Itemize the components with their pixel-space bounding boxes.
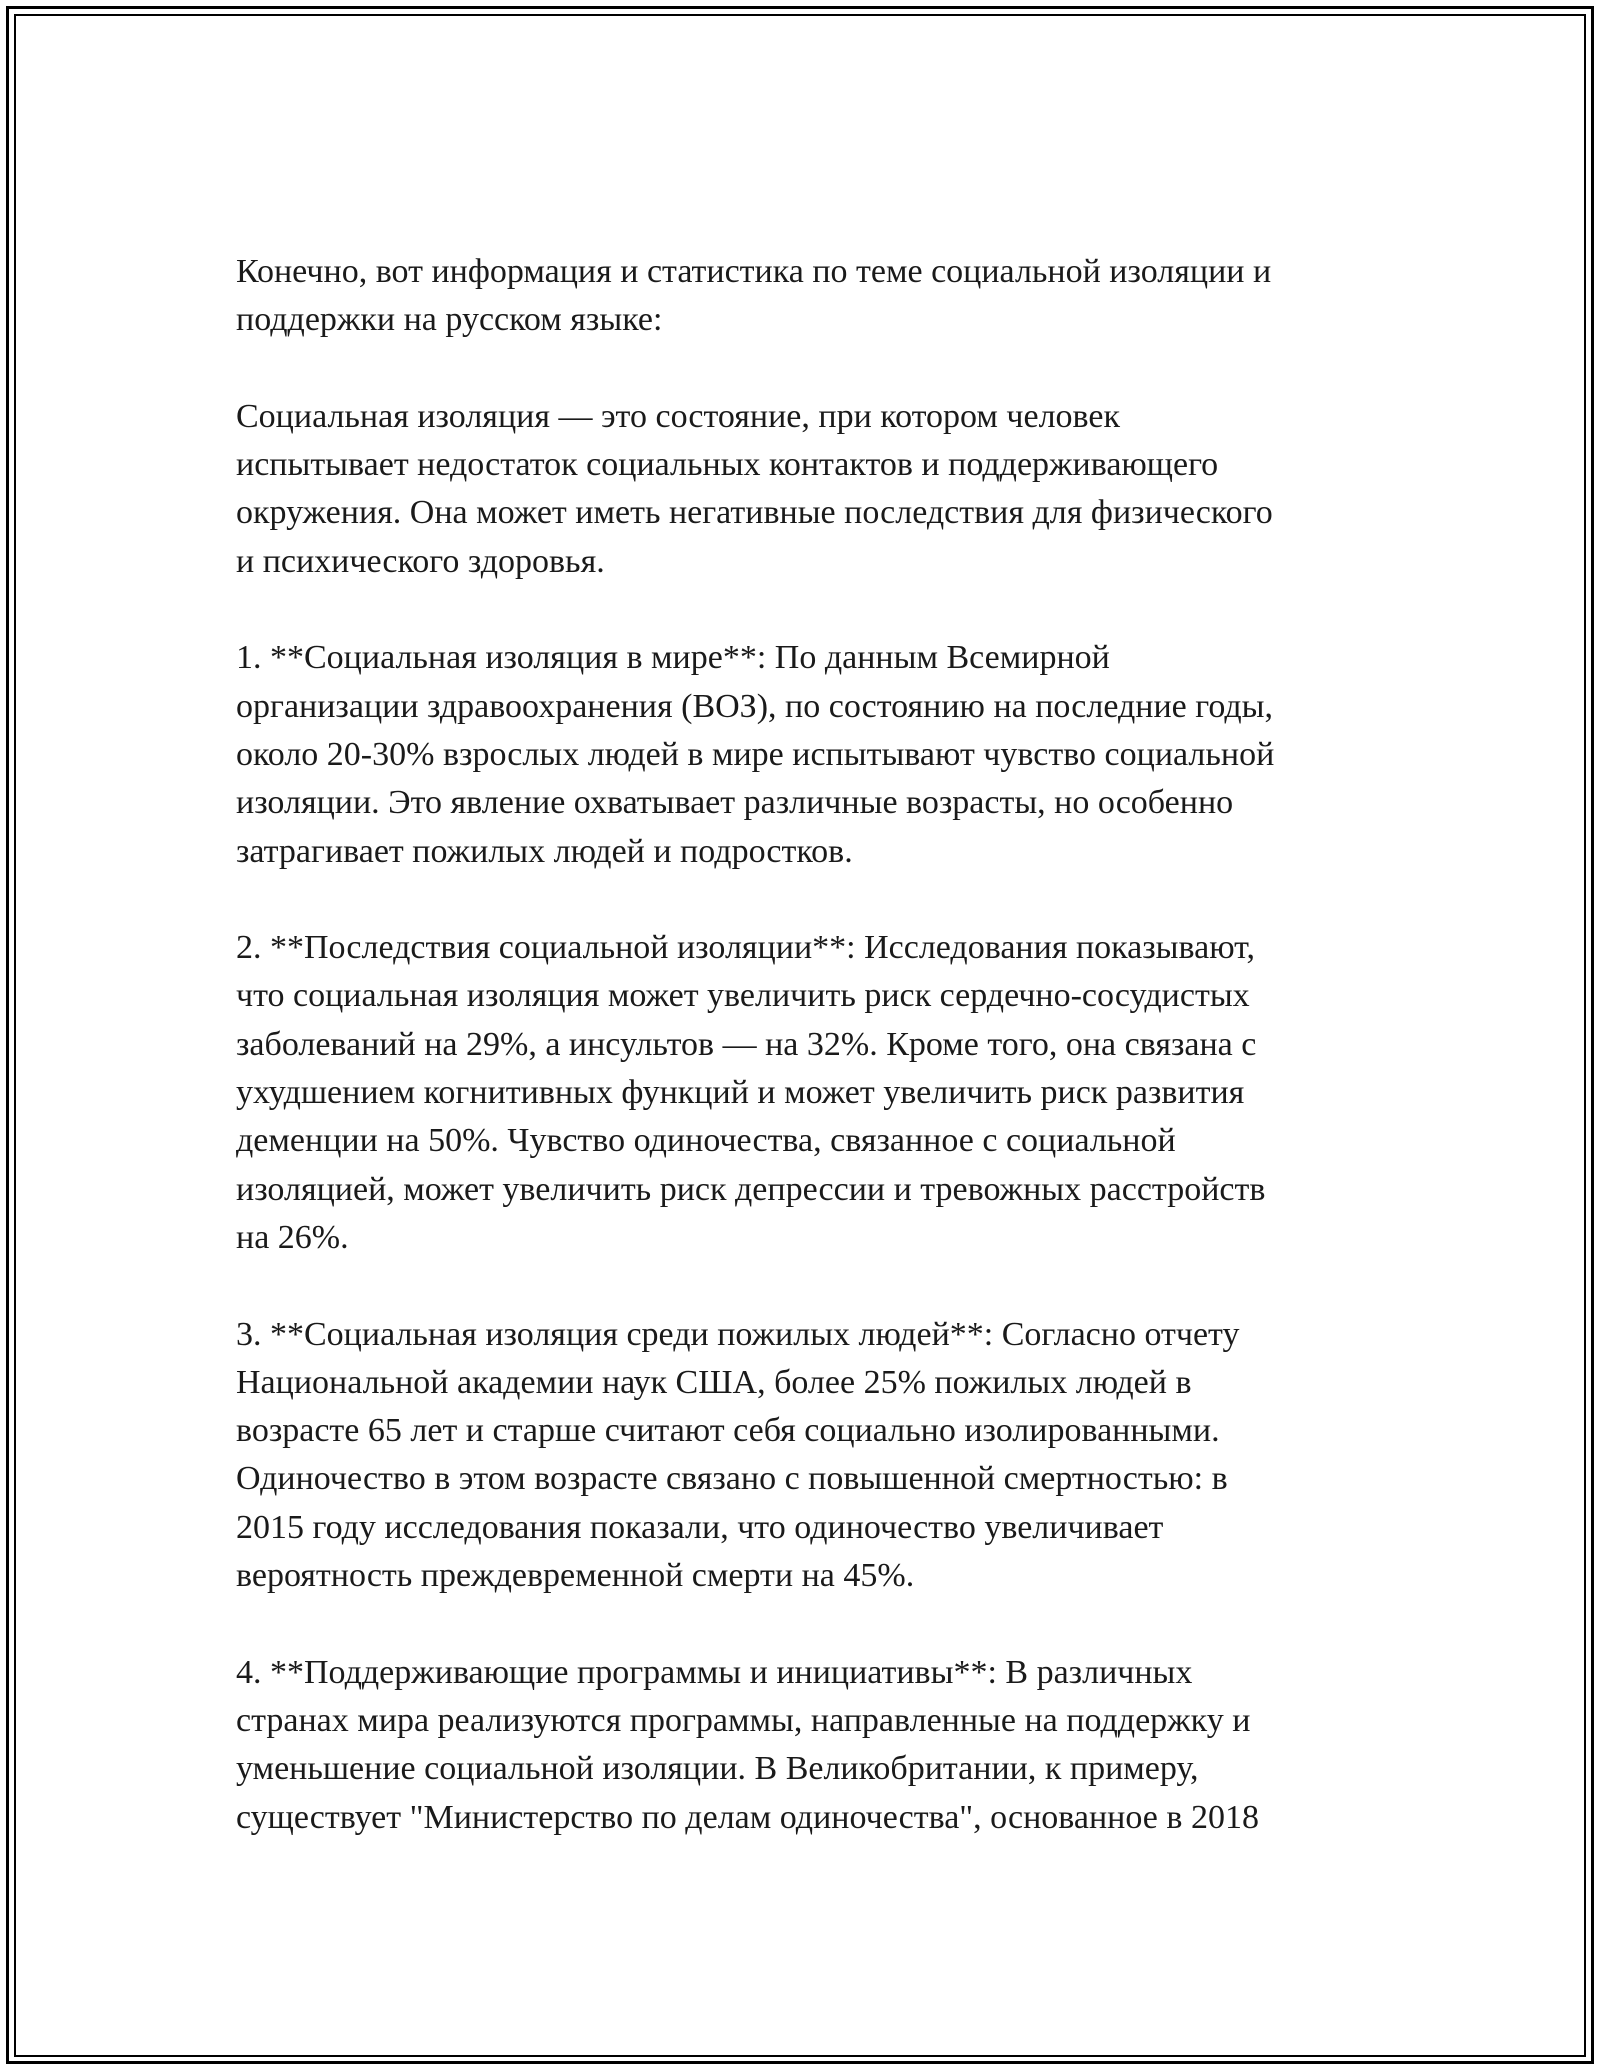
list-item-support-programs: 4. **Поддерживающие программы и инициативы**: В различных странах мира реализуются программы, направленные на поддержку и уменьшение социальной изоляции. В Великобритании, к примеру, существует "Министерство по делам одиночества", основанное в 2018 (236, 1653, 1259, 1836)
list-item-world-isolation: 1. **Социальная изоляция в мире**: По данным Всемирной организации здравоохранения (ВОЗ), по состоянию на последние годы, около 20-30% взрослых людей в мире испытывают чувство социальной изоляции. Это явление охватывает различные возрасты, но особенно затрагивает пожилых людей и подростков. (236, 639, 1275, 870)
list-item-elderly: 3. **Социальная изоляция среди пожилых людей**: Согласно отчету Национальной академии наук США, более 25% пожилых людей в возрасте 65 лет и старше считают себя социально изолированными. Одиночество в этом возрасте связано с повышенной смертностью: в 2015 году исследования показали, что одиночество увеличивает вероятность преждевременной смерти на 45%. (236, 1315, 1240, 1595)
intro-paragraph: Конечно, вот информация и статистика по теме социальной изоляции и поддержки на русском языке: (236, 253, 1272, 339)
list-item-consequences: 2. **Последствия социальной изоляции**: Исследования показывают, что социальная изоляция может увеличить риск сердечно-сосудистых заболеваний на 29%, а инсультов — на 32%. Кроме того, она связана с ухудшением когнитивных функций и может увеличить риск развития деменции на 50%. Чувство одиночества, связанное с социальной изоляцией, может увеличить риск депрессии и тревожных расстройств на 26%. (236, 929, 1266, 1256)
document-body (236, 248, 1366, 1842)
definition-paragraph: Социальная изоляция — это состояние, при котором человек испытывает недостаток социальных контактов и поддерживающего окружения. Она может иметь негативные последствия для физического и психического здоровья. (236, 397, 1273, 580)
